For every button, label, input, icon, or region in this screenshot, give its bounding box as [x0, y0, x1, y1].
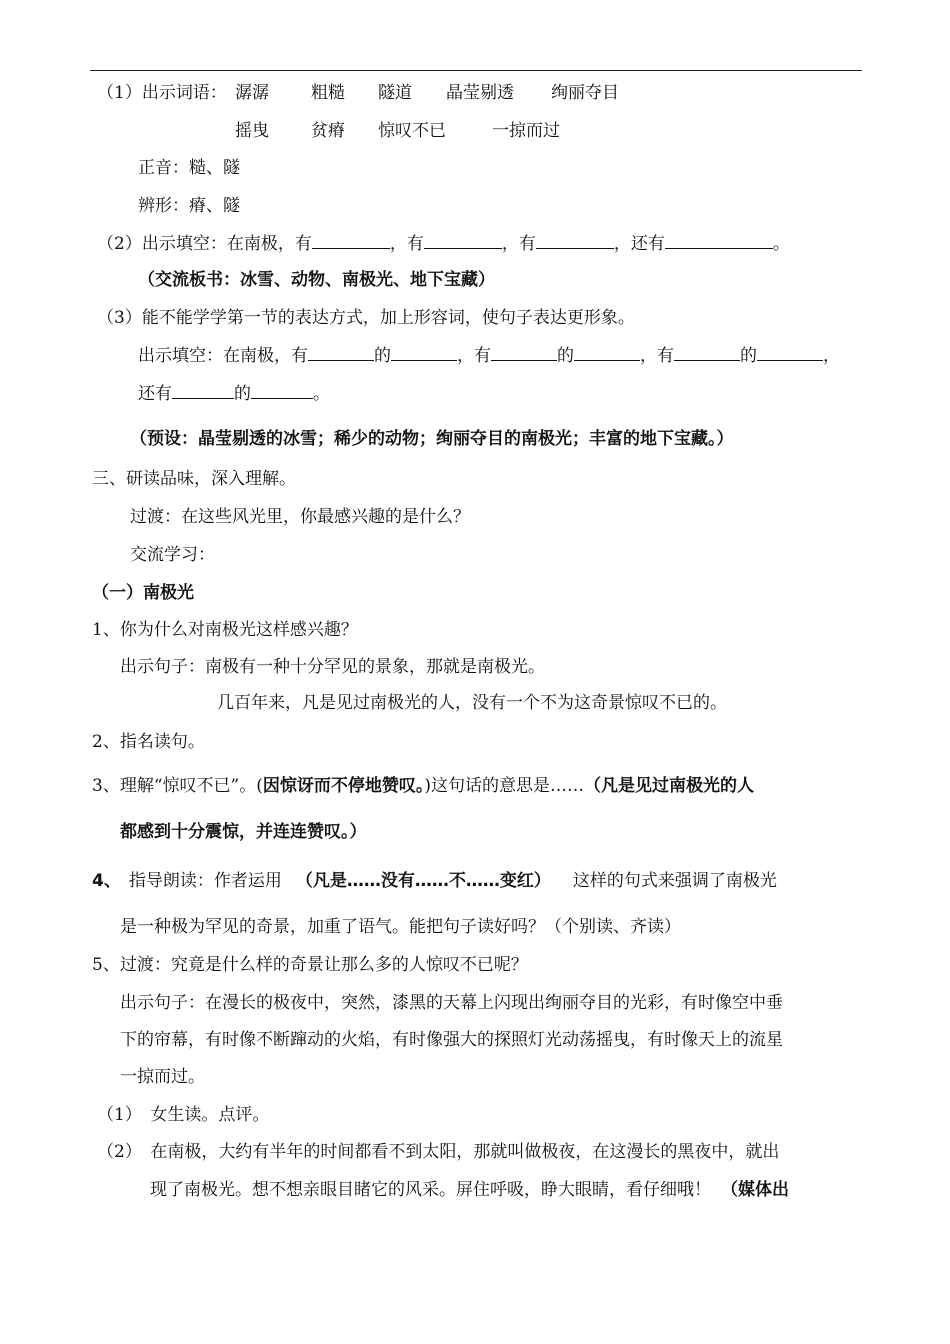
fill-blank[interactable] [251, 382, 313, 399]
reading-2-cont: 现了南极光。想不想亲眼目睹它的风采。屏住呼吸，睁大眼睛，看仔细哦！ （媒体出 [150, 1180, 789, 1200]
aurora-sentence-3: 一掠而过。 [120, 1067, 205, 1087]
section-3-heading: 三、研读品味，深入理解。 [92, 469, 296, 489]
word: 摇曳 [235, 121, 269, 141]
sentence-1: 出示句子：南极有一种十分罕见的景象，那就是南极光。 [120, 657, 545, 677]
fill-line-3: 出示填空：在南极，有 的 ，有 的 ，有 的 ， [138, 346, 840, 366]
fill-blank[interactable] [536, 232, 614, 249]
question-5: 5、过渡：究竟是什么样的奇景让那么多的人惊叹不已呢？ [92, 955, 528, 975]
word: 绚丽夺目 [551, 83, 619, 103]
question-3-cont: 都感到十分震惊，并连连赞叹。） [120, 822, 367, 842]
word: 贫瘠 [311, 121, 345, 141]
question-1: 1、你为什么对南极光这样感兴趣？ [92, 620, 358, 640]
fill-blank[interactable] [172, 382, 234, 399]
exchange-line: 交流学习： [130, 545, 215, 565]
aurora-sentence-2: 下的帘幕，有时像不断蹿动的火焰，有时像强大的探照灯光动荡摇曳，有时像天上的流星 [120, 1030, 783, 1050]
word: 粗糙 [311, 83, 345, 103]
fill-blank[interactable] [308, 344, 374, 361]
reading-1: （1） 女生读。点评。 [97, 1105, 270, 1125]
fill-line-2: （2）出示填空：在南极，有 ，有 ，有 ，还有 。 [97, 234, 790, 254]
fill-blank[interactable] [757, 344, 823, 361]
question-2: 2、指名读句。 [92, 732, 205, 752]
word: 潺潺 [235, 83, 269, 103]
sentence-2: 几百年来，凡是见过南极光的人，没有一个不为这奇景惊叹不已的。 [217, 693, 727, 713]
bianxing-line: 辨形：瘠、隧 [138, 196, 240, 216]
task-3: （3）能不能学学第一节的表达方式，加上形容词，使句子表达更形象。 [97, 308, 635, 328]
fill-blank[interactable] [391, 344, 457, 361]
word: 一掠而过 [492, 121, 560, 141]
fill-blank[interactable] [491, 344, 557, 361]
fill-blank[interactable] [674, 344, 740, 361]
reading-2: （2） 在南极，大约有半年的时间都看不到太阳，那就叫做极夜，在这漫长的黑夜中，就出 [97, 1142, 780, 1162]
board-note: （交流板书：冰雪、动物、南极光、地下宝藏） [138, 270, 495, 290]
fill-blank[interactable] [312, 232, 390, 249]
fill-blank[interactable] [665, 232, 773, 249]
header-rule [90, 70, 862, 71]
preset-answer: （预设：晶莹剔透的冰雪；稀少的动物；绚丽夺目的南极光；丰富的地下宝藏。） [130, 429, 734, 449]
transition-line: 过渡：在这些风光里，你最感兴趣的是什么？ [130, 507, 470, 527]
question-4: 4、 指导朗读：作者运用 （凡是……没有……不……变红） 这样的句式来强调了南极光 [92, 871, 777, 891]
fill-blank[interactable] [574, 344, 640, 361]
word: 晶莹剔透 [446, 83, 514, 103]
fill-blank[interactable] [424, 232, 502, 249]
line-words-1 [97, 82, 227, 104]
word: 隧道 [378, 83, 412, 103]
words-prefix: （1）出示词语： [97, 83, 227, 103]
subheading-aurora: （一）南极光 [92, 583, 194, 603]
fill-line-3b: 还有 的 。 [138, 384, 330, 404]
aurora-sentence-1: 出示句子：在漫长的极夜中，突然，漆黑的天幕上闪现出绚丽夺目的光彩，有时像空中垂 [120, 993, 783, 1013]
zhengyin-line: 正音：糙、隧 [138, 158, 240, 178]
question-3: 3、理解“惊叹不已”。(因惊讶而不停地赞叹。)这句话的意思是……（凡是见过南极光的人 [92, 776, 754, 796]
question-4-cont: 是一种极为罕见的奇景，加重了语气。能把句子读好吗？（个别读、齐读） [120, 917, 681, 937]
word: 惊叹不已 [378, 121, 446, 141]
